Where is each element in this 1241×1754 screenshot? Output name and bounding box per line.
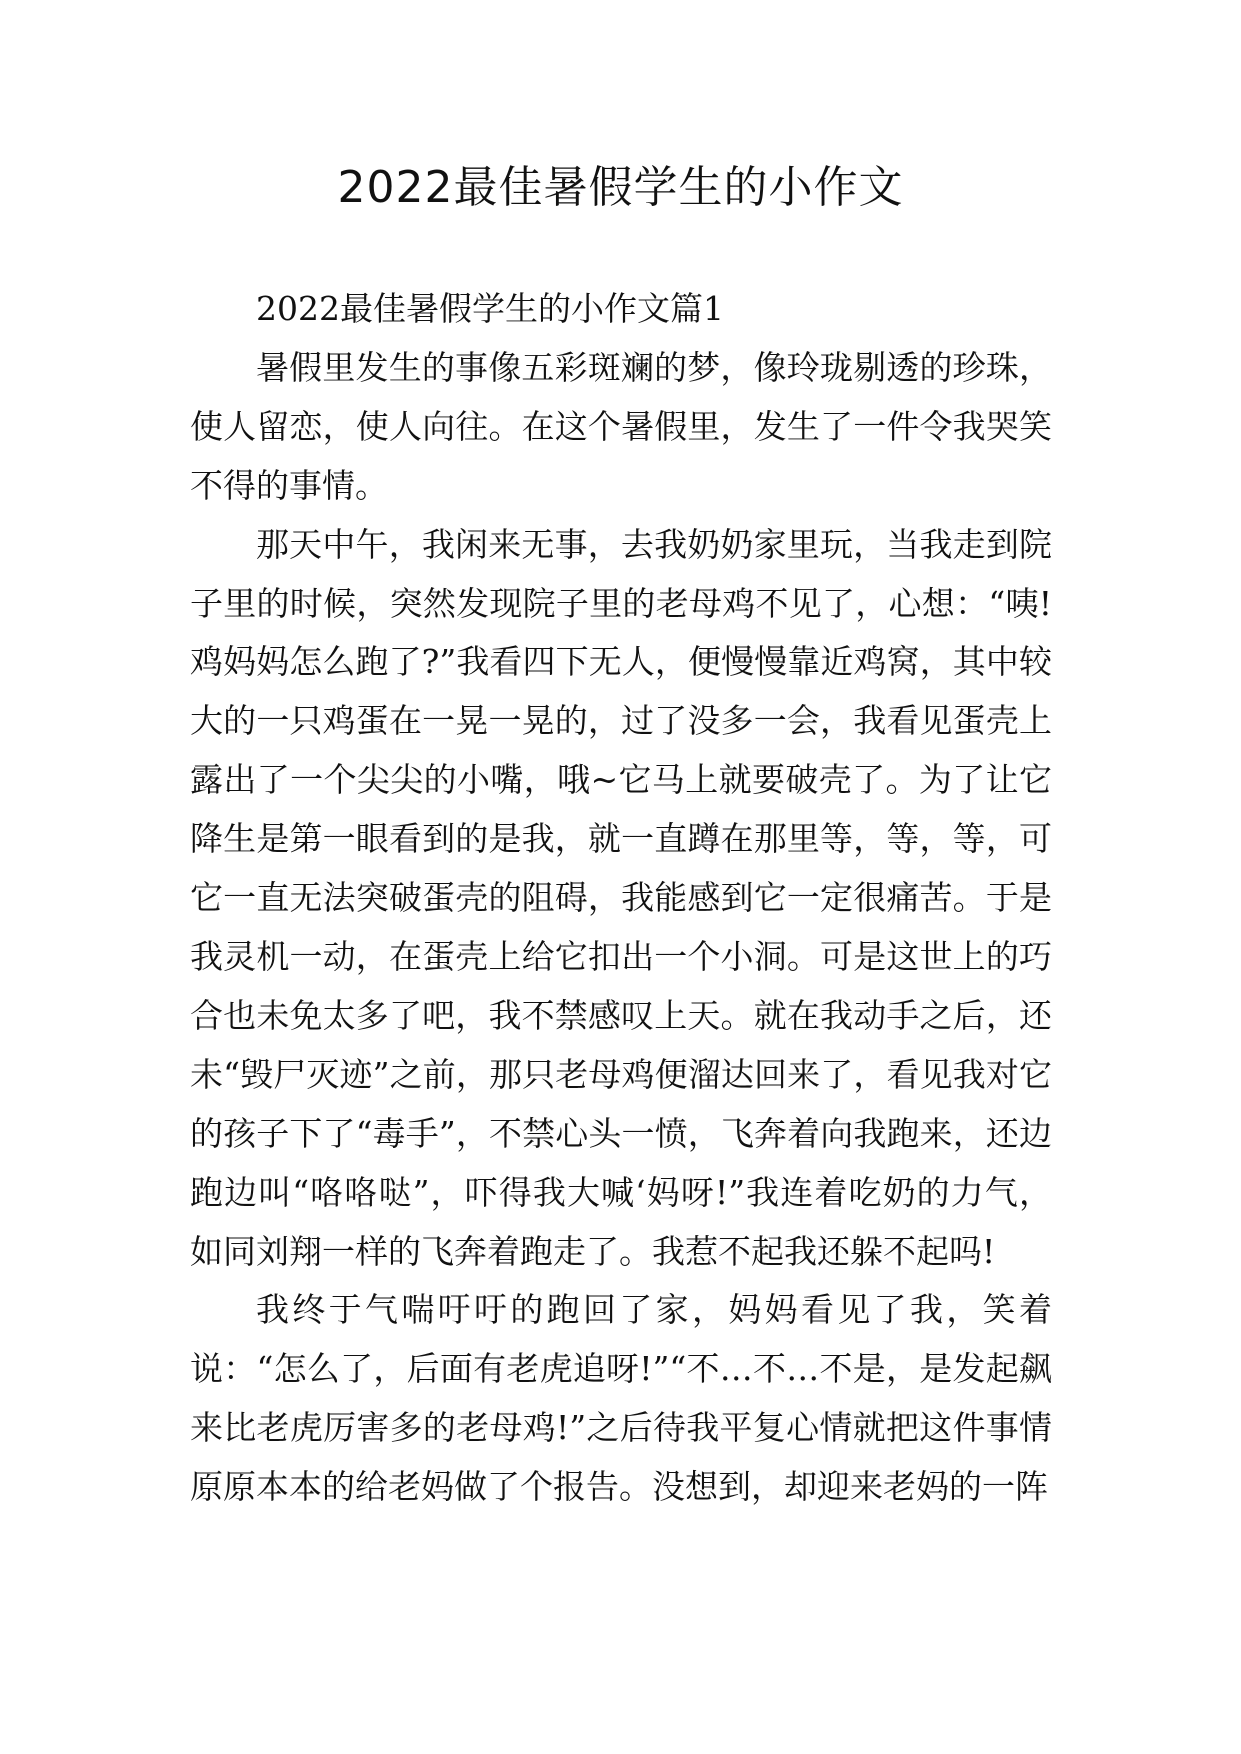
document-title: 2022最佳暑假学生的小作文 bbox=[337, 162, 904, 213]
paragraph-2: 那天中午，我闲来无事，去我奶奶家里玩，当我走到院子里的时候，突然发现院子里的老母鸡不见了，心想：“咦!鸡妈妈怎么跑了?”我看四下无人，便慢慢靠近鸡窝，其中较大的一只鸡蛋在一晃一晃的，过了没多一会，我看见蛋壳上露出了一个尖尖的小嘴，哦~它马上就要破壳了。为了让它降生是第一眼看到的是我，就一直蹲在那里等，等，等，可它一直无法突破蛋壳的阻碍，我能感到它一定很痛苦。于是我灵机一动，在蛋壳上给它扣出一个小洞。可是这世上的巧合也未免太多了吧，我不禁感叹上天。就在我动手之后，还未“毁尸灭迹”之前，那只老母鸡便溜达回来了，看见我对它的孩子下了“毒手”，不禁心头一愤，飞奔着向我跑来，还边跑边叫“咯咯哒”，吓得我大喊‘妈呀!”我连着吃奶的力气，如同刘翔一样的飞奔着跑走了。我惹不起我还躲不起吗! bbox=[190, 524, 1052, 1271]
paragraph-3: 我终于气喘吁吁的跑回了家，妈妈看见了我，笑着说：“怎么了，后面有老虎追呀!”“不…不…不是，是发起飙来比老虎厉害多的老母鸡!”之后待我平复心情就把这件事情原原本本的给老妈做了个报告。没想到，却迎来老妈的一阵 bbox=[190, 1290, 1052, 1507]
paragraph-1: 暑假里发生的事像五彩斑斓的梦，像玲珑剔透的珍珠，使人留恋，使人向往。在这个暑假里，发生了一件令我哭笑不得的事情。 bbox=[190, 347, 1052, 505]
document-body bbox=[190, 280, 1052, 1517]
section-heading: 2022最佳暑假学生的小作文篇1 bbox=[256, 289, 724, 328]
